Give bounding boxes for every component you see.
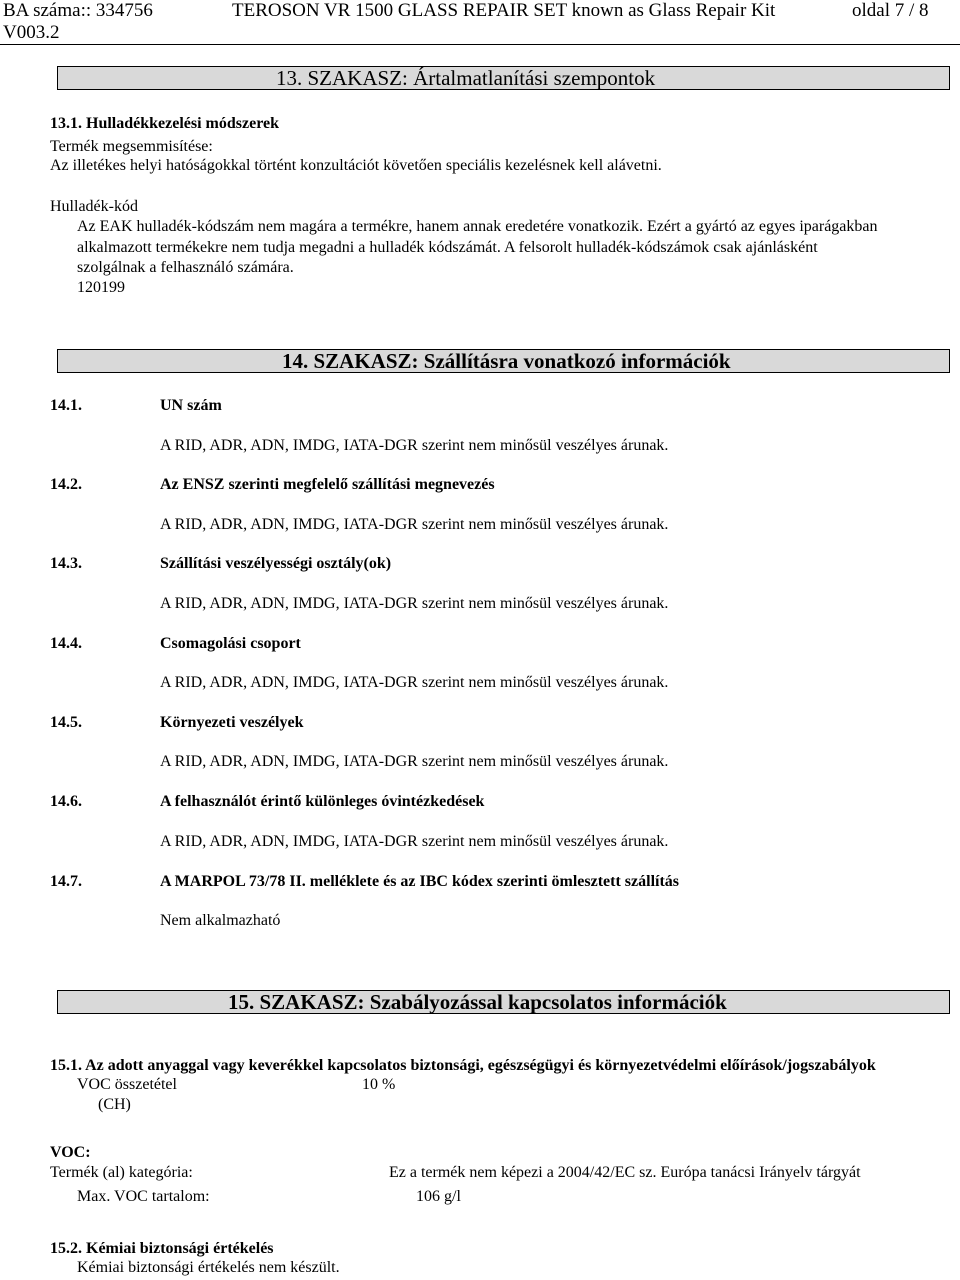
section-15-title: 15. SZAKASZ: Szabályozással kapcsolatos információk — [228, 990, 727, 1014]
voc-composition-unit: (CH) — [98, 1096, 131, 1113]
item-label: Környezeti veszélyek — [160, 714, 304, 731]
item-number: 14.4. — [50, 635, 82, 652]
item-number: 14.6. — [50, 793, 82, 810]
item-number: 14.2. — [50, 476, 82, 493]
item-text: A RID, ADR, ADN, IMDG, IATA-DGR szerint nem minősül veszélyes árunak. — [160, 437, 669, 454]
product-name: TEROSON VR 1500 GLASS REPAIR SET known as Glass Repair Kit — [232, 0, 776, 21]
item-number: 14.3. — [50, 555, 82, 572]
disposal-label: Termék megsemmisítése: — [50, 138, 213, 155]
voc-heading: VOC: — [50, 1144, 91, 1161]
header-divider — [0, 44, 960, 45]
waste-text-line: Az EAK hulladék-kódszám nem magára a termékre, hanem annak eredetére vonatkozik. Ezért a gyártó az egyes iparágakban — [77, 218, 878, 235]
max-voc-value: 106 g/l — [416, 1188, 461, 1205]
section-13-title: 13. SZAKASZ: Ártalmatlanítási szempontok — [276, 66, 656, 90]
item-label: A MARPOL 73/78 II. melléklete és az IBC kódex szerinti ömlesztett szállítás — [160, 873, 680, 890]
item-label: Csomagolási csoport — [160, 635, 301, 652]
chemical-assessment-text: Kémiai biztonsági értékelés nem készült. — [77, 1259, 340, 1276]
product-category-value: Ez a termék nem képezi a 2004/42/EC sz. Európa tanácsi Irányelv tárgyát — [389, 1164, 861, 1181]
disposal-text: Az illetékes helyi hatóságokkal történt konzultációt követően speciális kezelésnek kell alávetni. — [50, 157, 662, 174]
waste-code-label: Hulladék-kód — [50, 198, 138, 215]
item-text: A RID, ADR, ADN, IMDG, IATA-DGR szerint nem minősül veszélyes árunak. — [160, 595, 669, 612]
item-label: A felhasználót érintő különleges óvintézkedések — [160, 793, 485, 810]
voc-composition-label: VOC összetétel — [77, 1076, 177, 1093]
item-text: A RID, ADR, ADN, IMDG, IATA-DGR szerint nem minősül veszélyes árunak. — [160, 674, 669, 691]
page-indicator: oldal 7 / 8 — [852, 0, 929, 21]
item-text: Nem alkalmazható — [160, 912, 281, 929]
max-voc-label: Max. VOC tartalom: — [77, 1188, 210, 1205]
waste-code-value: 120199 — [77, 279, 125, 296]
document-version: V003.2 — [3, 22, 60, 43]
item-number: 14.5. — [50, 714, 82, 731]
voc-composition-value: 10 % — [362, 1076, 396, 1093]
waste-text-line: alkalmazott termékekre nem tudja megadni a hulladék kódszámát. A felsorolt hulladék-kódszámok csak ajánlásként — [77, 239, 818, 256]
item-label: UN szám — [160, 397, 222, 414]
section-14-title: 14. SZAKASZ: Szállításra vonatkozó információk — [282, 349, 731, 373]
document-number: BA száma:: 334756 — [3, 0, 153, 21]
item-text: A RID, ADR, ADN, IMDG, IATA-DGR szerint nem minősül veszélyes árunak. — [160, 833, 669, 850]
section-13-1-heading: 13.1. Hulladékkezelési módszerek — [50, 115, 280, 132]
waste-text-line: szolgálnak a felhasználó számára. — [77, 259, 294, 276]
item-number: 14.1. — [50, 397, 82, 414]
item-text: A RID, ADR, ADN, IMDG, IATA-DGR szerint nem minősül veszélyes árunak. — [160, 516, 669, 533]
item-text: A RID, ADR, ADN, IMDG, IATA-DGR szerint nem minősül veszélyes árunak. — [160, 753, 669, 770]
product-category-label: Termék (al) kategória: — [50, 1164, 193, 1181]
item-label: Szállítási veszélyességi osztály(ok) — [160, 555, 392, 572]
section-15-2-heading: 15.2. Kémiai biztonsági értékelés — [50, 1240, 274, 1257]
item-number: 14.7. — [50, 873, 82, 890]
item-label: Az ENSZ szerinti megfelelő szállítási megnevezés — [160, 476, 495, 493]
section-15-1-heading: 15.1. Az adott anyaggal vagy keverékkel kapcsolatos biztonsági, egészségügyi és környezetvédelmi előírások/jogszabályok — [50, 1057, 876, 1074]
